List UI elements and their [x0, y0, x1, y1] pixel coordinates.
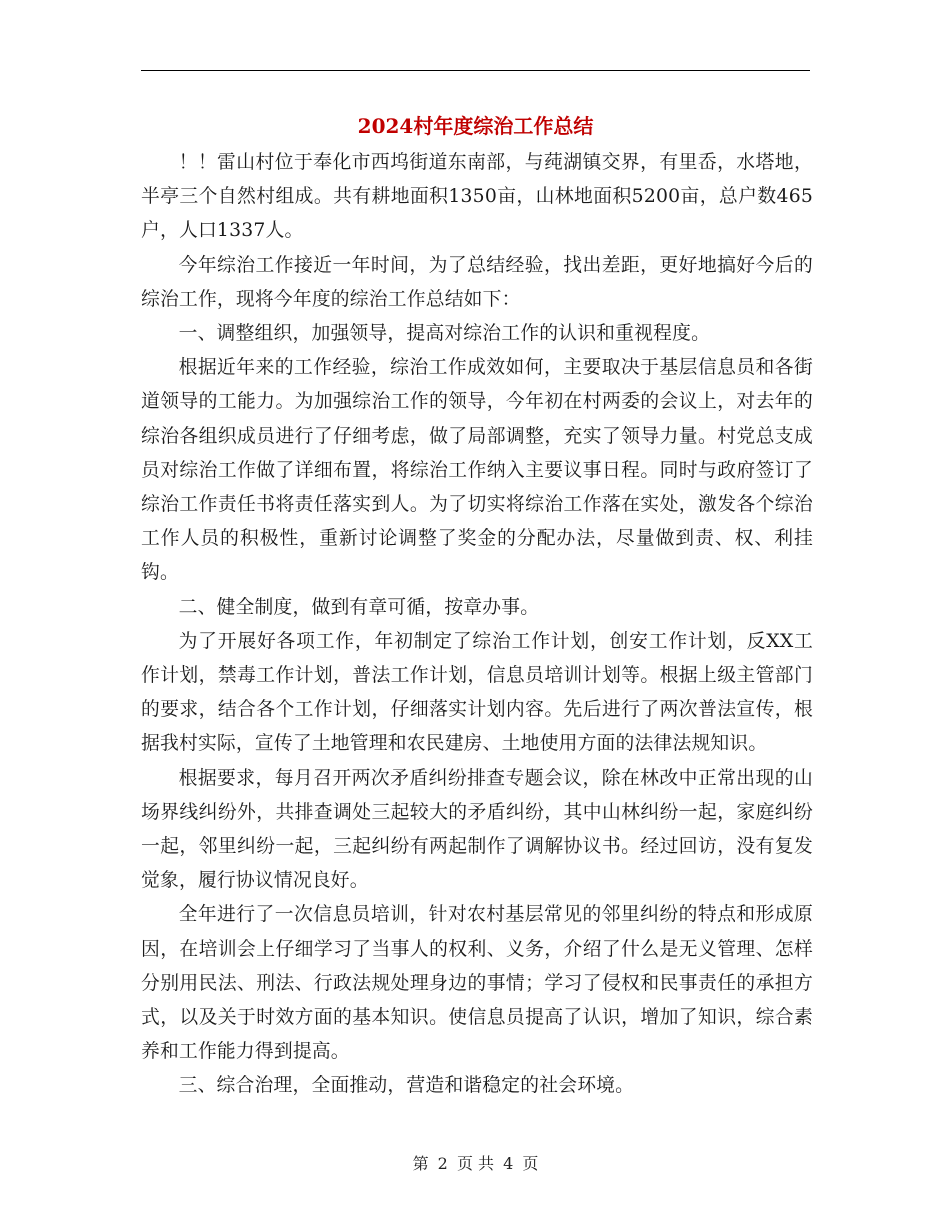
paragraph-disputes: 根据要求，每月召开两次矛盾纠纷排查专题会议，除在林改中正常出现的山场界线纠纷外，共排查调处三起较大的矛盾纠纷，其中山林纠纷一起，家庭纠纷一起，邻里纠纷一起，三起纠纷有两起制作了调解协议书。经过回访，没有复发觉象，履行协议情况良好。 [141, 767, 813, 892]
footer-total-pages: 4 [503, 1154, 514, 1173]
paragraph-intro: ！！雷山村位于奉化市西坞街道东南部，与莼湖镇交界，有里岙，水塔地，半亭三个自然村组成。共有耕地面积1350亩，山林地面积5200亩，总户数465户，人口1337人。 [141, 152, 813, 242]
footer-suffix: 页 [522, 1154, 539, 1173]
section-heading-2: 二、健全制度，做到有章可循，按章办事。 [178, 596, 540, 618]
document-title: 2024村年度综治工作总结 [357, 114, 594, 138]
footer-prefix: 第 [412, 1154, 429, 1173]
paragraph-plans: 为了开展好各项工作，年初制定了综治工作计划，创安工作计划，反XX工作计划，禁毒工作计划，普法工作计划，信息员培训计划等。根据上级主管部门的要求，结合各个工作计划，仔细落实计划内容。先后进行了两次普法宣传，根据我村实际，宣传了土地管理和农民建房、土地使用方面的法律法规知识。 [141, 630, 813, 755]
page-footer [141, 1153, 810, 1175]
document-body [141, 146, 813, 1104]
footer-middle: 页 共 [456, 1154, 495, 1173]
section-heading-3: 三、综合治理，全面推动，营造和谐稳定的社会环境。 [178, 1075, 635, 1097]
section-heading-1: 一、调整组织，加强领导，提高对综治工作的认识和重视程度。 [178, 323, 711, 345]
paragraph-section-1: 根据近年来的工作经验，综治工作成效如何，主要取决于基层信息员和各街道领导的工能力。为加强综治工作的领导，今年初在村两委的会议上，对去年的综治各组织成员进行了仔细考虑，做了局部调整，充实了领导力量。村党总支成员对综治工作做了详细布置，将综治工作纳入主要议事日程。同时与政府签订了综治工作责任书将责任落实到人。为了切实将综治工作落在实处，激发各个综治工作人员的积极性，重新讨论调整了奖金的分配办法，尽量做到责、权、利挂钩。 [141, 357, 813, 584]
footer-current-page: 2 [437, 1154, 448, 1173]
paragraph-training: 全年进行了一次信息员培训，针对农村基层常见的邻里纠纷的特点和形成原因，在培训会上仔细学习了当事人的权利、义务，介绍了什么是无义管理、怎样分别用民法、刑法、行政法规处理身边的事情；学习了侵权和民事责任的承担方式，以及关于时效方面的基本知识。使信息员提高了认识，增加了知识，综合素养和工作能力得到提高。 [141, 904, 813, 1063]
paragraph-preface: 今年综治工作接近一年时间，为了总结经验，找出差距，更好地搞好今后的综治工作，现将今年度的综治工作总结如下： [141, 254, 813, 310]
header-rule [141, 70, 810, 71]
